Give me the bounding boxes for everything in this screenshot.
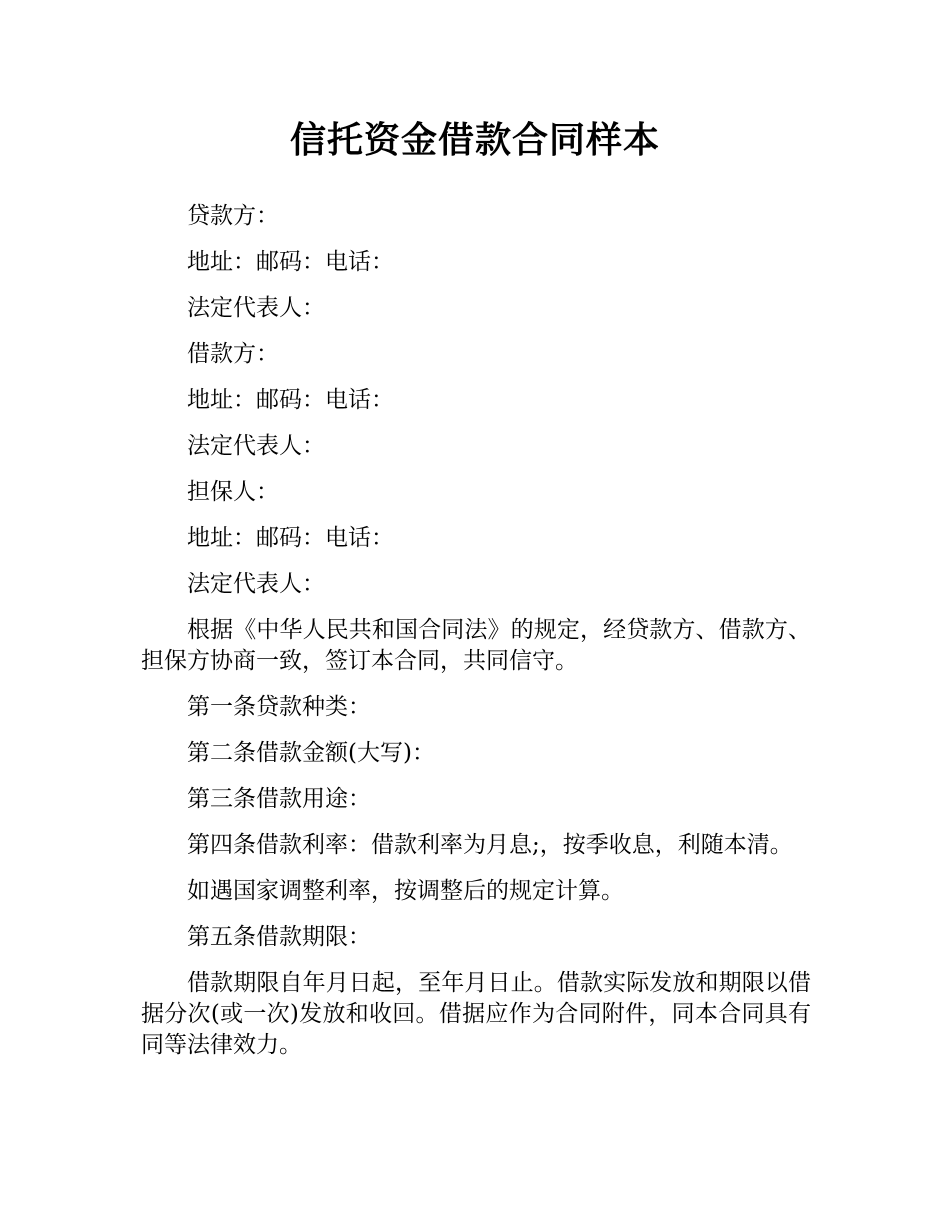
guarantor-representative-line: 法定代表人： [187,571,325,597]
article-4-interest-rate: 第四条借款利率：借款利率为月息;，按季收息，利随本清。 [187,832,793,858]
lender-line: 贷款方： [187,203,279,229]
guarantor-line: 担保人： [187,479,279,505]
document-title: 信托资金借款合同样本 [289,120,660,161]
borrower-line: 借款方： [187,341,279,367]
document-body [141,201,811,1076]
article-2-loan-amount: 第二条借款金额(大写)： [187,740,435,766]
borrower-address-line: 地址：邮码：电话： [187,387,394,413]
article-5-loan-term: 第五条借款期限： [187,924,371,950]
lender-representative-line: 法定代表人： [187,295,325,321]
interest-adjustment-paragraph: 如遇国家调整利率，按调整后的规定计算。 [187,878,624,904]
loan-term-detail-paragraph: 借款期限自年月日起，至年月日止。借款实际发放和期限以借据分次(或一次)发放和收回。借据应作为合同附件，同本合同具有同等法律效力。 [141,970,811,1058]
article-3-loan-purpose: 第三条借款用途： [187,786,371,812]
lender-address-line: 地址：邮码：电话： [187,249,394,275]
article-1-loan-type: 第一条贷款种类： [187,694,371,720]
guarantor-address-line: 地址：邮码：电话： [187,525,394,551]
preamble-paragraph: 根据《中华人民共和国合同法》的规定，经贷款方、借款方、担保方协商一致，签订本合同，共同信守。 [141,617,811,674]
borrower-representative-line: 法定代表人： [187,433,325,459]
